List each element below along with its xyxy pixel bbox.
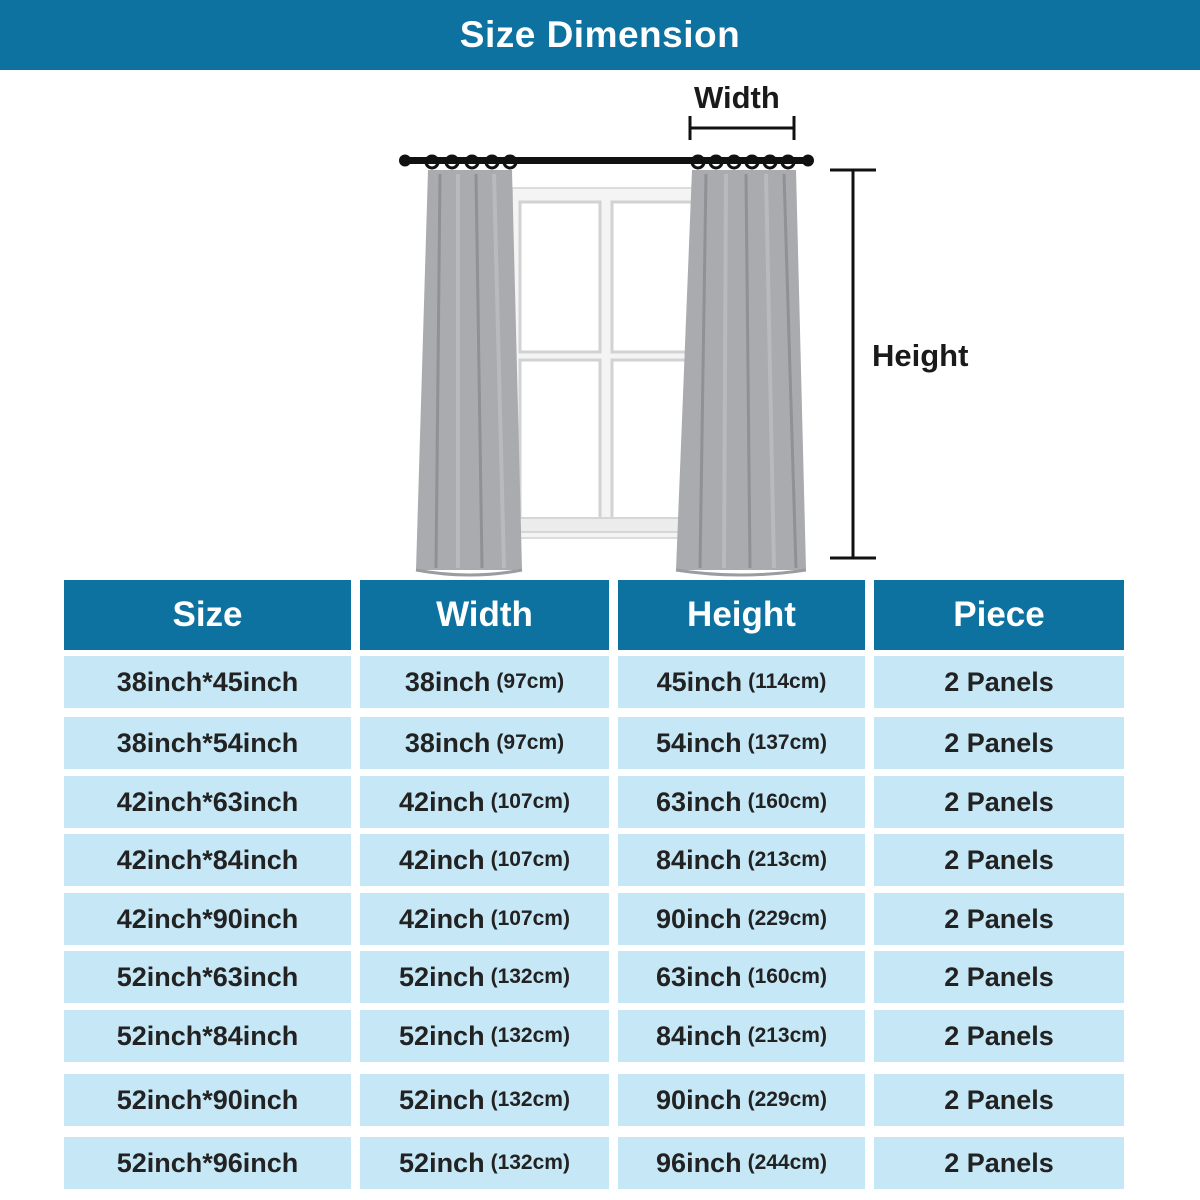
height-cm: (229cm) [747,1088,827,1111]
height-cell [618,1074,865,1126]
width-cm: (132cm) [490,965,570,988]
piece-cell [874,834,1124,886]
table-row [64,1010,1124,1062]
table-row [64,717,1124,769]
height-cm: (244cm) [747,1151,827,1174]
width-cm: (132cm) [490,1024,570,1047]
curtain-diagram [0,70,1200,580]
piece-value: 2 Panels [944,727,1054,758]
size-value: 38inch*54inch [116,727,299,758]
piece-cell [874,717,1124,769]
width-cm: (97cm) [496,670,565,693]
height-cm: (160cm) [747,965,827,988]
size-value: 52inch*84inch [116,1020,299,1051]
size-cell [64,776,351,828]
column-header-piece: Piece [874,580,1124,650]
height-cm: (160cm) [747,790,827,813]
height-cell [618,951,865,1003]
table-row [64,893,1124,945]
piece-cell [874,1010,1124,1062]
height-inch: 45inch [656,666,743,697]
width-cell [360,1074,609,1126]
curtain-rod-icon [399,155,814,169]
piece-value: 2 Panels [944,786,1054,817]
piece-cell [874,1137,1124,1189]
width-label: Width [694,80,780,115]
height-label: Height [872,338,969,373]
piece-value: 2 Panels [944,961,1054,992]
height-cm: (137cm) [747,731,827,754]
column-header-height: Height [618,580,865,650]
table-row [64,776,1124,828]
width-inch: 42inch [399,786,485,817]
piece-value: 2 Panels [944,903,1054,934]
piece-value: 2 Panels [944,1147,1054,1178]
size-cell [64,717,351,769]
curtain-illustration [0,70,1200,580]
height-cell [618,717,865,769]
width-cm: (97cm) [496,731,565,754]
height-cell [618,1137,865,1189]
piece-cell [874,951,1124,1003]
piece-cell [874,776,1124,828]
height-inch: 90inch [656,1084,742,1115]
size-value: 52inch*96inch [116,1147,299,1178]
width-cm: (132cm) [490,1088,570,1111]
size-cell [64,656,351,708]
page-title: Size Dimension [459,14,741,55]
piece-cell [874,656,1124,708]
piece-cell [874,1074,1124,1126]
height-cm: (114cm) [748,670,827,693]
width-inch: 52inch [399,1084,485,1115]
height-inch: 84inch [656,1020,742,1051]
width-inch: 38inch [404,727,491,758]
size-cell [64,1137,351,1189]
size-value: 52inch*63inch [116,961,299,992]
dimension-arrow-icon [830,170,876,558]
size-cell [64,834,351,886]
height-cell [618,1010,865,1062]
height-inch: 84inch [656,844,742,875]
curtain-panel-icon [416,170,522,575]
height-cm: (213cm) [747,1024,827,1047]
curtain-panel-icon [676,170,806,575]
column-header-width: Width [360,580,609,650]
height-inch: 54inch [656,727,742,758]
width-cell [360,1010,609,1062]
height-cm: (229cm) [747,907,827,930]
height-cm: (213cm) [747,848,827,871]
width-cm: (107cm) [490,848,570,871]
table-row [64,1137,1124,1189]
column-header-size: Size [64,580,351,650]
width-cell [360,717,609,769]
width-inch: 42inch [399,844,485,875]
width-inch: 52inch [399,961,485,992]
width-cm: (107cm) [490,907,570,930]
table-row [64,1074,1124,1126]
height-inch: 90inch [656,903,742,934]
height-cell [618,656,865,708]
width-cell [360,1137,609,1189]
height-inch: 96inch [656,1147,742,1178]
width-cell [360,776,609,828]
window-icon [505,188,703,538]
title-banner [0,0,1200,70]
width-cell [360,834,609,886]
dimension-arrow-icon [690,116,794,140]
piece-value: 2 Panels [944,844,1054,875]
piece-value: 2 Panels [944,1020,1054,1051]
piece-value: 2 Panels [944,1084,1054,1115]
table-row [64,834,1124,886]
piece-cell [874,893,1124,945]
size-value: 42inch*84inch [116,844,299,875]
width-cell [360,893,609,945]
height-inch: 63inch [656,786,742,817]
piece-value: 2 Panels [944,666,1054,697]
table-row [64,656,1124,708]
width-cm: (132cm) [490,1151,570,1174]
width-inch: 52inch [399,1147,485,1178]
width-inch: 52inch [399,1020,485,1051]
width-cell [360,951,609,1003]
size-value: 42inch*63inch [116,786,299,817]
size-cell [64,893,351,945]
height-cell [618,776,865,828]
size-value: 52inch*90inch [116,1084,299,1115]
width-inch: 38inch [404,666,491,697]
width-cell [360,656,609,708]
table-row [64,951,1124,1003]
height-cell [618,893,865,945]
size-value: 38inch*45inch [116,666,299,697]
width-cm: (107cm) [490,790,570,813]
size-value: 42inch*90inch [116,903,299,934]
size-cell [64,1074,351,1126]
size-cell [64,951,351,1003]
height-cell [618,834,865,886]
size-cell [64,1010,351,1062]
width-inch: 42inch [399,903,485,934]
height-inch: 63inch [656,961,742,992]
